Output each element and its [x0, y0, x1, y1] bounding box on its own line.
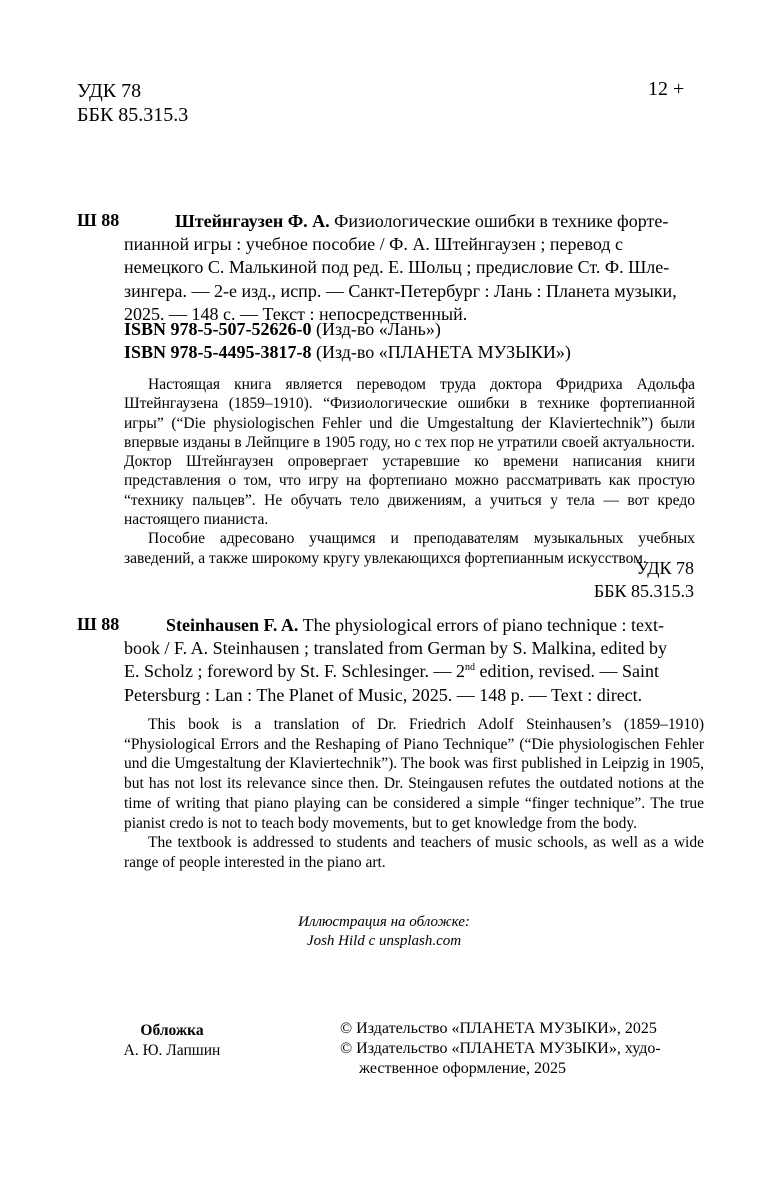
bbk-code: ББК 85.315.3 — [77, 104, 189, 126]
entry-line: зингера. — 2-е изд., испр. — Санкт-Петербург : Лань : Планета музыки, — [124, 280, 677, 301]
entry-line — [124, 660, 704, 683]
catalog-code-ru: Ш 88 — [77, 210, 120, 230]
illustration-label: Иллюстрация на обложке: — [298, 914, 470, 930]
entry-line: Petersburg : Lan : The Planet of Music, 2025. — 148 p. — Text : direct. — [124, 684, 643, 705]
isbn-number: ISBN 978-5-4495-3817-8 — [124, 342, 312, 362]
author-name-en: Steinhausen F. A. — [166, 615, 299, 635]
title-start-en: The physiological errors of piano technique : text- — [302, 615, 664, 635]
abstract-ru-paragraph-1: Настоящая книга является переводом труда доктора Фридриха Адольфа Штейнгаузена (1859–1910). “Физиологические ошибки в технике фортепианной игры” (“Die physiologischen Fehler und die Umgestaltung der Klaviertechnik”) были впервые изданы в Лейпциге в 1905 году, но с тех пор не утратили своей актуальности. Доктор Штейнгаузен опровергает устаревшие ко времени написания книги представления о том, что игру на фортепиано можно рассматривать как простую “технику пальцев”. Не обучать тело движениям, а учиться у тела — вот кредо настоящего пианиста. — [124, 376, 695, 529]
entry-first-line — [124, 210, 704, 233]
entry-line: 2025. — 148 с. — Текст : непосредственный. — [124, 303, 468, 324]
catalog-code-en: Ш 88 — [77, 614, 120, 634]
isbn-line — [124, 318, 571, 341]
copyright-line: © Издательство «ПЛАНЕТА МУЗЫКИ», худо- — [340, 1040, 661, 1057]
cover-credit — [77, 1021, 267, 1061]
isbn-line — [124, 341, 571, 364]
abstract-ru — [124, 375, 695, 568]
copyright-block — [340, 1019, 700, 1079]
copyright-line: © Издательство «ПЛАНЕТА МУЗЫКИ», 2025 — [340, 1020, 657, 1037]
abstract-en-paragraph-2: The textbook is addressed to students and teachers of music schools, as well as a wide range of people interested in the piano art. — [124, 834, 704, 871]
copyright-line: жественное оформление, 2025 — [359, 1060, 566, 1077]
abstract-en-paragraph-1: This book is a translation of Dr. Friedrich Adolf Steinhausen’s (1859–1910) “Physiological Errors and the Reshaping of Piano Technique” (“Die physiologischen Fehler und die Umgestaltung der Klaviertechnik”). The book was first published in Leipzig in 1905, but has not lost its relevance since then. Dr. Steingausen refutes the outdated notions at the time of writing that piano playing can be considered a simple “finger technique”. The true pianist credo is not to teach body movements, but to get knowledge from the body. — [124, 716, 704, 832]
illustration-source: Josh Hild с unsplash.com — [306, 933, 462, 949]
ordinal-suffix: nd — [465, 662, 476, 674]
isbn-publisher: (Изд-во «ПЛАНЕТА МУЗЫКИ») — [316, 342, 571, 362]
udk-code: УДК 78 — [636, 558, 694, 578]
bibliographic-entry-en — [124, 614, 704, 707]
isbn-publisher: (Изд-во «Лань») — [316, 319, 441, 339]
age-rating: 12 + — [648, 78, 685, 100]
classification-block — [77, 79, 188, 127]
entry-line: book / F. A. Steinhausen ; translated from German by S. Malkina, edited by — [124, 638, 667, 659]
author-name-ru: Штейнгаузен Ф. А. — [175, 211, 330, 231]
classification-repeat — [594, 557, 694, 603]
bibliographic-entry-ru — [124, 210, 704, 326]
title-start-ru: Физиологические ошибки в технике форте- — [334, 211, 669, 231]
isbn-block — [124, 318, 571, 364]
entry-line-part: edition, revised. — Saint — [475, 661, 660, 682]
cover-label: Обложка — [140, 1022, 204, 1039]
illustration-credit — [234, 913, 534, 951]
abstract-en — [124, 715, 704, 873]
entry-line: немецкого С. Малькиной под ред. Е. Шольц ; предисловие Ст. Ф. Шле- — [124, 257, 670, 278]
abstract-ru-paragraph-2: Пособие адресовано учащимся и преподавателям музыкальных учебных заведений, а также широкому кругу увлекающихся фортепианным искусством. — [124, 530, 695, 567]
isbn-number: ISBN 978-5-507-52626-0 — [124, 319, 312, 339]
udk-code: УДК 78 — [77, 80, 142, 102]
bbk-code: ББК 85.315.3 — [593, 581, 694, 601]
entry-line-part: E. Scholz ; foreword by St. F. Schlesinger. — 2 — [124, 661, 466, 682]
cover-designer: А. Ю. Лапшин — [123, 1042, 221, 1059]
entry-first-line — [124, 614, 704, 637]
entry-line: пианной игры : учебное пособие / Ф. А. Штейнгаузен ; перевод с — [124, 234, 623, 255]
